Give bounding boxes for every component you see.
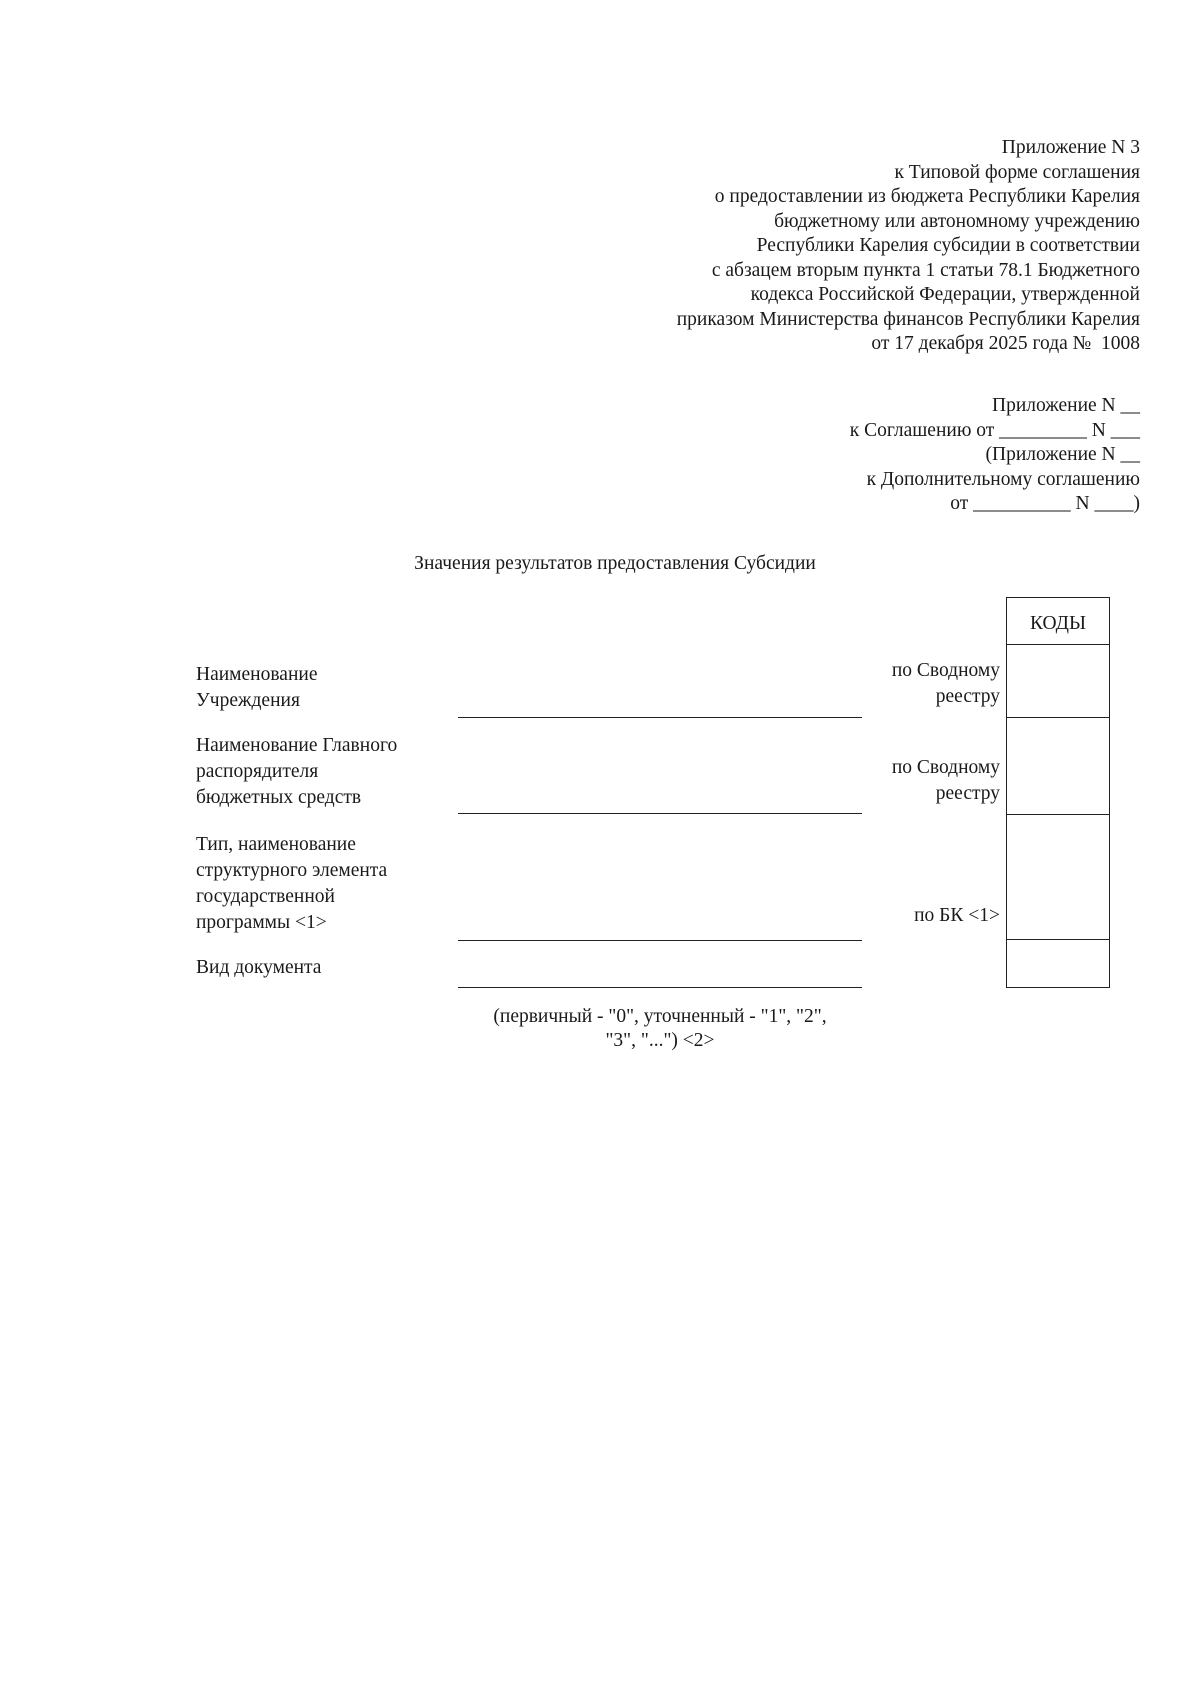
codes-header: КОДЫ [1030,613,1086,634]
code-label-bk: по БК <1> [914,905,1000,926]
annex-line: Приложение N __ [992,395,1140,416]
annex-line: к Соглашению от _________ N ___ [849,419,1140,441]
budget-manager-field[interactable] [458,813,862,814]
code-label-registry: по Сводному реестру [891,757,1000,804]
codes-header-cell [1007,598,1109,645]
institution-name-label: Наименование Учреждения [196,664,318,711]
header-line: с абзацем вторым пункта 1 статьи 78.1 Бюджетного [711,259,1140,281]
code-label-registry: по Сводному реестру [891,660,1000,707]
header-line: Республики Карелия субсидии в соответствии [756,235,1140,256]
header-line: к Типовой форме соглашения [894,161,1140,183]
annex-line: от __________ N ____) [950,493,1140,514]
code-cell-registry-manager[interactable] [1007,718,1109,815]
code-cell-document-type[interactable] [1007,940,1109,987]
header-line: о предоставлении из бюджета Республики Карелия [714,186,1140,207]
annex-line: (Приложение N __ [985,444,1140,465]
code-cell-bk[interactable] [1007,815,1109,940]
header-line: приказом Министерства финансов Республики Карелия [676,308,1140,330]
document-type-field[interactable] [458,987,862,988]
codes-table [1006,597,1110,988]
annex-line: к Дополнительному соглашению [866,468,1140,490]
program-element-label: Тип, наименование структурного элемента государственной программы <1> [196,834,388,933]
header-line: от 17 декабря 2025 года № 1008 [871,333,1140,354]
header-line: кодекса Российской Федерации, утвержденной [750,284,1140,305]
approval-header [500,136,1140,357]
header-line: бюджетному или автономному учреждению [774,210,1140,232]
document-type-label: Вид документа [196,957,322,978]
annex-reference [700,394,1140,517]
header-line: Приложение N 3 [1001,137,1140,158]
budget-manager-label: Наименование Главного распорядителя бюджетных средств [196,735,398,808]
program-element-field[interactable] [458,940,862,941]
code-cell-registry-institution[interactable] [1007,645,1109,718]
institution-name-field[interactable] [458,717,862,718]
document-type-hint: (первичный - "0", уточненный - "1", "2", "3", "...") <2> [493,1006,827,1051]
document-title: Значения результатов предоставления Субсидии [414,553,816,574]
